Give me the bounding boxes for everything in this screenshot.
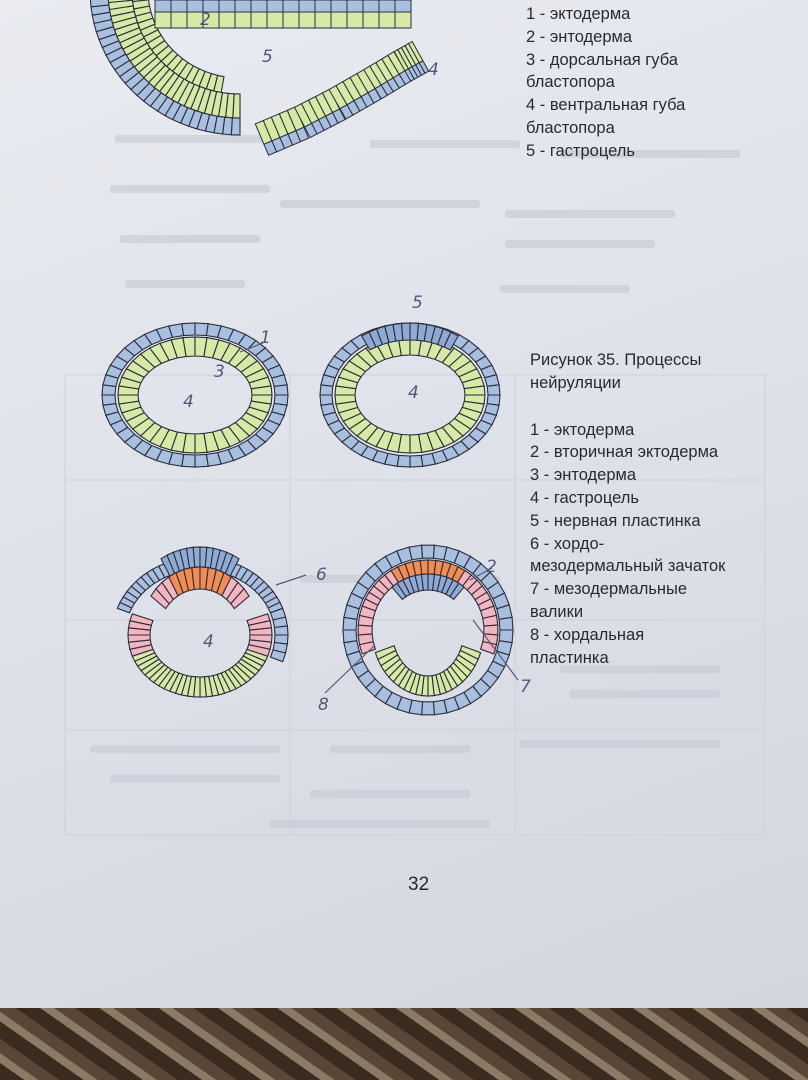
gastrula-legend [526,3,685,163]
cell [363,0,379,12]
hand-label: 8 [318,695,329,715]
cell [422,545,435,558]
cell [193,547,200,567]
gastrula-drawing [90,0,429,155]
legend-item: 3 - энтодерма [530,466,637,485]
cell [195,454,208,467]
cell [379,0,395,12]
cell [422,702,435,715]
hand-label: 7 [520,677,531,697]
hand-label: 1 [260,328,271,348]
figure-35-legend [530,349,725,669]
hand-label: 3 [214,362,225,382]
neurulation-stage-3 [117,547,288,697]
figure-caption: нейруляции [530,373,621,392]
cell [409,545,423,560]
legend-item: 6 - хордо- [530,534,605,553]
legend-item: мезодермальный зачаток [530,557,726,576]
hand-label: 4 [203,632,214,652]
legend-item: 5 - нервная пластинка [530,511,701,530]
cell [315,12,331,28]
legend-item: 1 - эктодерма [526,5,631,23]
cell [343,630,357,643]
cell [410,455,423,467]
cell [379,12,395,28]
hand-label: 6 [316,565,327,585]
cell [235,12,251,28]
cell [219,0,235,12]
cell [363,12,379,28]
cell [251,0,267,12]
cell [331,12,347,28]
cell [171,0,187,12]
cell [267,0,283,12]
cell [283,0,299,12]
cell [299,0,315,12]
legend-item: пластинка [530,648,609,667]
cell [433,700,447,715]
legend-item: 7 - мезодермальные [530,580,688,599]
hand-label: 5 [412,293,423,313]
hand-label: 2 [486,557,497,577]
legend-item: бластопора [526,73,615,92]
cell [171,12,187,28]
cell [235,0,251,12]
tablecloth-background [0,1008,808,1080]
legend-item: 4 - гастроцель [530,488,639,507]
cell [315,0,331,12]
cell [487,385,500,395]
cell [484,625,498,635]
cell [155,0,171,12]
legend-item: 8 - хордальная [530,625,645,644]
cell [499,617,513,630]
page-number: 32 [408,874,430,895]
hand-label: 2 [200,10,211,30]
cell [299,12,315,28]
hand-label: 5 [262,47,273,67]
cell [274,385,288,395]
legend-item: 2 - энтодерма [526,27,633,46]
hand-label: 4 [183,392,194,412]
cell [219,12,235,28]
cell [395,0,411,12]
cell [275,626,289,635]
cell [395,12,411,28]
legend-item: 4 - вентральная губа [526,96,686,115]
cell [402,323,411,340]
figure-caption: Рисунок 35. Процессы [530,351,702,369]
cell [420,560,428,574]
cell [283,12,299,28]
legend-item: 5 - гастроцель [526,141,635,160]
hand-label: 4 [408,383,419,403]
cell [358,625,372,635]
cell [347,12,363,28]
legend-item: 3 - дорсальная губа [526,50,678,69]
cell [331,0,347,12]
legend-item: 2 - вторичная эктодерма [530,443,719,462]
cell [102,395,116,405]
cell [182,323,195,336]
cell [155,12,171,28]
cell [320,395,333,405]
cell [251,12,267,28]
cell [267,12,283,28]
cell [347,0,363,12]
legend-item: бластопора [526,118,615,137]
legend-item: 1 - эктодерма [530,420,635,439]
hand-label: 4 [428,60,439,80]
legend-item: валики [530,602,584,621]
